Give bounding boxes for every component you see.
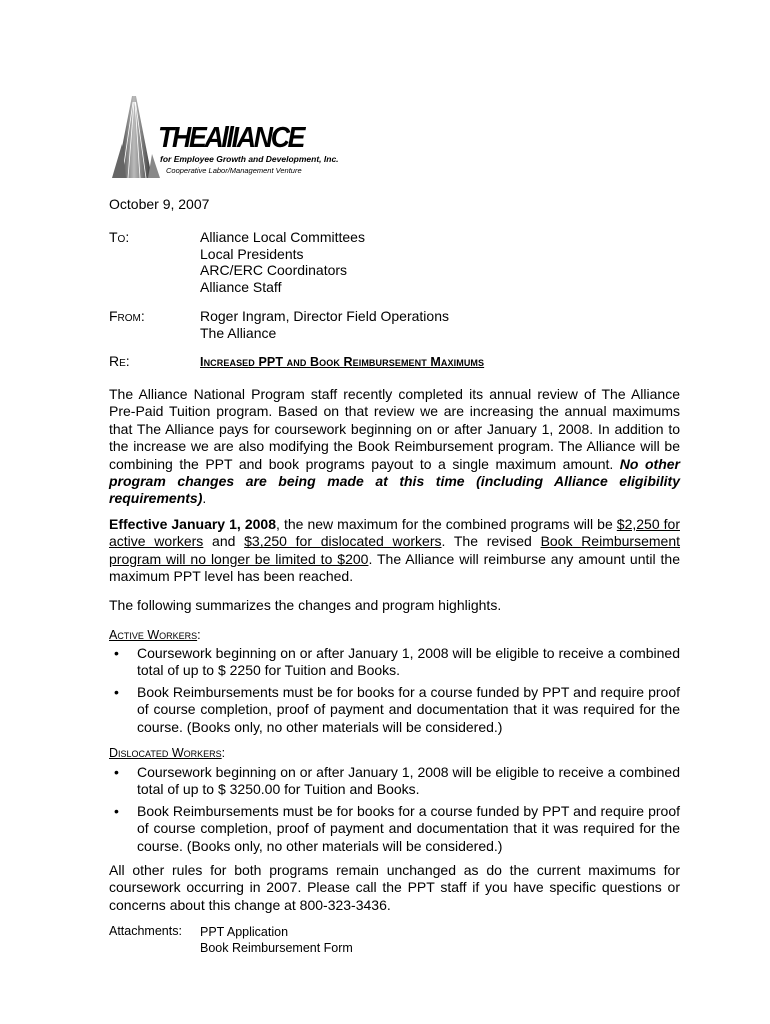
intro-emphasis: No other program changes are being made at this time (including Alliance eligibility requirements) — [109, 455, 680, 507]
text-run: and — [203, 533, 245, 550]
attachments-label: Attachments: — [109, 924, 182, 938]
to-label: To: — [109, 229, 130, 245]
effective-date: Effective January 1, 2008 — [109, 516, 277, 532]
logo-subtitle: for Employee Growth and Development, Inc. — [160, 154, 339, 164]
recipient: ARC/ERC Coordinators — [200, 262, 348, 278]
memo-date: October 9, 2007 — [109, 196, 210, 212]
intro-text: The Alliance National Program staff recently completed its annual review of The Alliance Pre-Paid Tuition program. Based on that review we are increasing the annual maximums that The Alliance pays for coursework beginning on or after January 1, 2008. In addition to the increase we are also modifying the Book Reimbursement program. The Alliance will be combining the PPT and book programs payout to a single maximum amount. — [109, 386, 680, 472]
intro-paragraph — [109, 386, 680, 508]
dislocated-workers-title: Dislocated Workers — [109, 746, 222, 760]
list-item — [109, 684, 680, 736]
closing-paragraph: All other rules for both programs remain unchanged as do the current maximums for coursework occurring in 2007. Please call the PPT staff if you have specific questions or concerns about this change at 800-323-3436. — [109, 862, 680, 913]
sender-line: The Alliance — [200, 324, 277, 341]
list-item-text: Book Reimbursements must be for books for a course funded by PPT and require proof of course completion, proof of payment and documentation that it was required for the course. (Books only, no other materials will be considered.) — [137, 802, 680, 854]
logo-tagline: Cooperative Labor/Management Venture — [166, 166, 302, 175]
active-workers-list — [109, 645, 680, 740]
list-item — [109, 645, 680, 680]
from-sender — [200, 308, 449, 341]
summary-intro: The following summarizes the changes and program highlights. — [109, 597, 502, 613]
attachments-list — [200, 924, 353, 956]
attachment-item: Book Reimbursement Form — [200, 941, 353, 955]
intro-end: . — [202, 490, 207, 507]
colon: : — [197, 628, 201, 642]
dislocated-workers-heading — [109, 746, 225, 760]
re-label: Re: — [109, 353, 130, 369]
effective-paragraph — [109, 516, 680, 586]
dislocated-max: $3,250 for dislocated workers — [244, 533, 442, 550]
re-subject: Increased PPT and Book Reimbursement Maximums — [200, 355, 485, 369]
bullet-icon: • — [114, 645, 119, 661]
recipient: Alliance Local Committees — [200, 229, 365, 245]
colon: : — [221, 746, 226, 760]
list-item-text: Coursework beginning on or after January 1, 2008 will be eligible to receive a combined total of up to $ 3250.00 for Tuition and Books. — [137, 764, 680, 798]
book-limit-note: Book Reimbursement program will no longer be limited to $200 — [109, 533, 681, 567]
bullet-icon: • — [114, 764, 119, 780]
text-run: . The revised — [441, 533, 541, 550]
list-item — [109, 764, 680, 799]
active-workers-heading — [109, 628, 201, 642]
active-max: $2,250 for active workers — [109, 516, 680, 550]
dislocated-workers-list — [109, 764, 680, 859]
to-recipients — [200, 229, 365, 295]
recipient: Alliance Staff — [200, 278, 282, 295]
recipient: Local Presidents — [200, 245, 304, 262]
bullet-icon: • — [114, 802, 119, 819]
bullet-icon: • — [114, 683, 119, 700]
list-item-text: Coursework beginning on or after January 1, 2008 will be eligible to receive a combined total of up to $ 2250 for Tuition and Books. — [137, 645, 680, 679]
alliance-logo — [108, 94, 339, 180]
sender-line: Roger Ingram, Director Field Operations — [200, 308, 449, 324]
attachment-item: PPT Application — [200, 925, 289, 939]
text-run: , the new maximum for the combined programs will be — [276, 516, 617, 532]
logo-title: THEAllIANCE — [158, 122, 304, 154]
list-item-text: Book Reimbursements must be for books for a course funded by PPT and require proof of course completion, proof of payment and documentation that it was required for the course. (Books only, no other materials will be considered.) — [137, 683, 680, 735]
list-item — [109, 803, 680, 855]
text-run: . The Alliance will reimburse any amount until the maximum PPT level has been reached. — [109, 550, 680, 585]
active-workers-title: Active Workers — [109, 628, 198, 642]
from-label: From: — [109, 308, 145, 324]
